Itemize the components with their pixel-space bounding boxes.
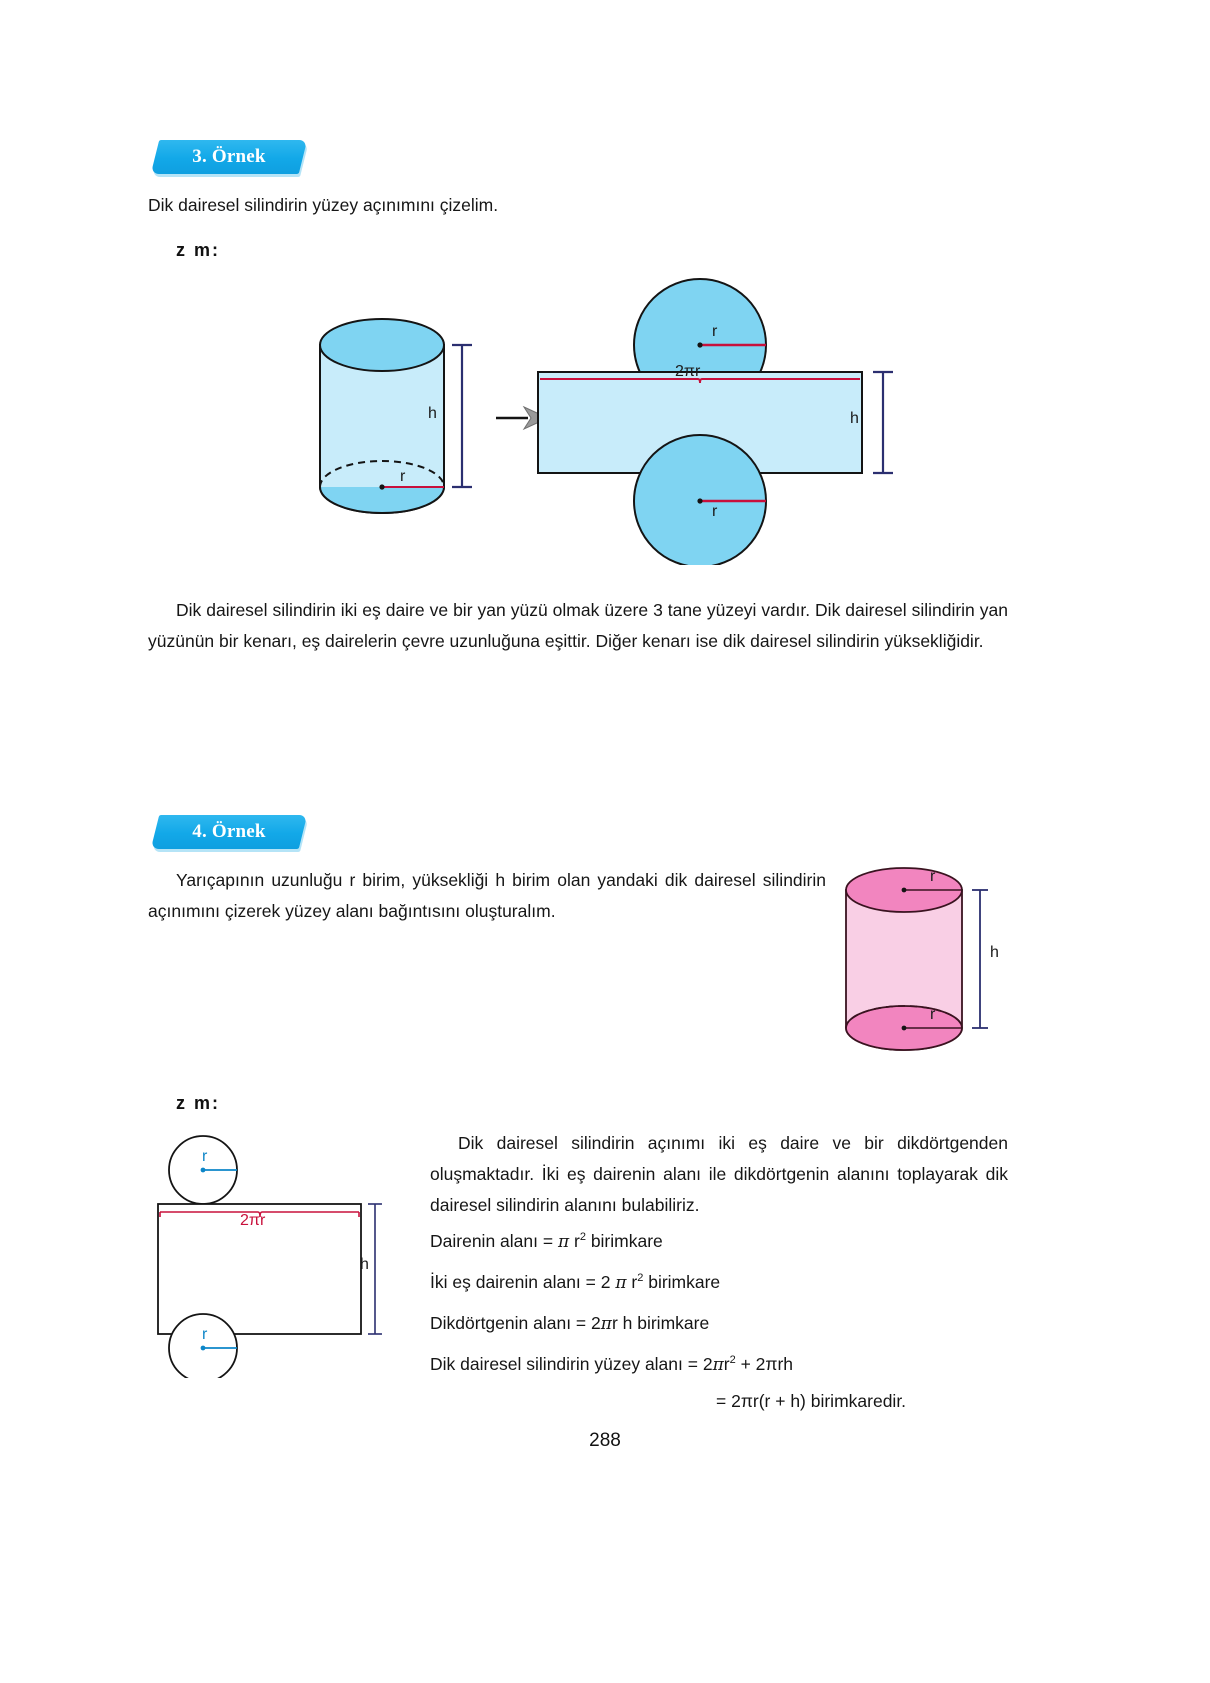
- formula-surface-area: [430, 1345, 793, 1381]
- example-4-solution-label: z m:: [176, 1093, 220, 1113]
- example-4-badge: [151, 815, 307, 849]
- formula-two-circles-lhs: İki eş dairenin alanı = 2: [430, 1271, 616, 1292]
- pi-symbol: π: [600, 1313, 612, 1334]
- formula-circle-area-lhs: Dairenin alanı =: [430, 1230, 558, 1251]
- example-4-prompt: Yarıçapının uzunluğu r birim, yüksekliği h birim olan yandaki dik dairesel silindirin açınımını çizerek yüzey alanı bağıntısını oluşturalım.: [148, 870, 826, 921]
- formula-surface-area-factored: = 2πr(r + h) birimkaredir.: [716, 1391, 907, 1411]
- net-top-circle-radius-label: r: [712, 323, 718, 340]
- blue-cylinder: [320, 319, 472, 513]
- pi-symbol: π: [557, 1231, 570, 1252]
- example-3-paragraph: Dik dairesel silindirin iki eş daire ve bir yan yüzü olmak üzere 3 tane yüzeyi vardır. Dik dairesel silindirin yan yüzünün bir kenarı, eş dairelerin çevre uzunluğuna eşittir. Diğer kenarı ise dik dairesel silindirin yüksekliğidir.: [148, 600, 1008, 651]
- formula-two-circles-area: [430, 1263, 720, 1299]
- example-4-badge-label: 4. Örnek: [192, 821, 266, 842]
- net-circumference-label: 2πr: [675, 363, 701, 380]
- formula-two-circles-sup: 2: [637, 1272, 644, 1284]
- white-net-diagram: [148, 1128, 398, 1378]
- net4-circumference-label: 2πr: [240, 1212, 266, 1229]
- cylinder-radius-label: r: [400, 468, 406, 485]
- formula-circle-area-mid: r: [569, 1230, 580, 1251]
- example-3-prompt: Dik dairesel silindirin yüzey açınımını çizelim.: [148, 195, 499, 215]
- formula-rectangle-tail: birimkare: [632, 1312, 710, 1333]
- net-bottom-circle-radius-label: r: [712, 503, 718, 520]
- pink-cylinder-height-label: h: [990, 944, 999, 961]
- formula-rectangle-mid: r h: [611, 1312, 633, 1333]
- example-4-pink-cylinder-figure: [838, 866, 1018, 1066]
- cylinder-net-diagram-blue: [300, 255, 900, 565]
- page-number: 288: [589, 1430, 621, 1451]
- example-3-badge-label: 3. Örnek: [192, 146, 266, 167]
- formula-surface-lhs: Dik dairesel silindirin yüzey alanı = 2: [430, 1353, 713, 1374]
- formula-surface-sup: 2: [729, 1354, 736, 1366]
- formula-two-circles-mid: r: [626, 1271, 638, 1292]
- example-3-figure: [300, 255, 900, 565]
- example-3-solution-label: z m:: [176, 240, 220, 260]
- pink-cylinder-bottom-radius-label: r: [930, 1006, 936, 1023]
- example-4-net-figure: [148, 1128, 398, 1378]
- formula-rectangle-lhs: Dikdörtgenin alanı = 2: [430, 1312, 601, 1333]
- formula-surface-mid: r: [723, 1353, 730, 1374]
- pi-symbol: π: [615, 1272, 627, 1293]
- pink-cylinder-top-radius-label: r: [930, 868, 936, 885]
- pink-cylinder: [838, 866, 1018, 1066]
- cylinder-height-label: h: [428, 405, 437, 422]
- formula-rectangle-area: [430, 1304, 709, 1340]
- net4-height-label: h: [360, 1256, 369, 1273]
- example-4-explanation: Dik dairesel silindirin açınımı iki eş daire ve bir dikdörtgenden oluşmaktadır. İki eş dairenin alanı ile dikdörtgenin alanını toplayarak dik dairesel silindirin alanını bulabiliriz.: [430, 1133, 1008, 1215]
- net4-top-radius-label: r: [202, 1148, 208, 1165]
- pi-symbol: π: [712, 1354, 724, 1375]
- formula-surface-tail: + 2πrh: [735, 1353, 794, 1374]
- blue-net: [538, 279, 893, 565]
- formula-two-circles-tail: birimkare: [643, 1271, 721, 1292]
- formula-circle-area-tail: birimkare: [585, 1230, 663, 1251]
- formula-circle-area-sup: 2: [579, 1231, 586, 1243]
- net4-bottom-radius-label: r: [202, 1326, 208, 1343]
- formula-circle-area: [430, 1222, 663, 1258]
- net-height-label: h: [850, 410, 859, 427]
- example-3-badge: [151, 140, 307, 174]
